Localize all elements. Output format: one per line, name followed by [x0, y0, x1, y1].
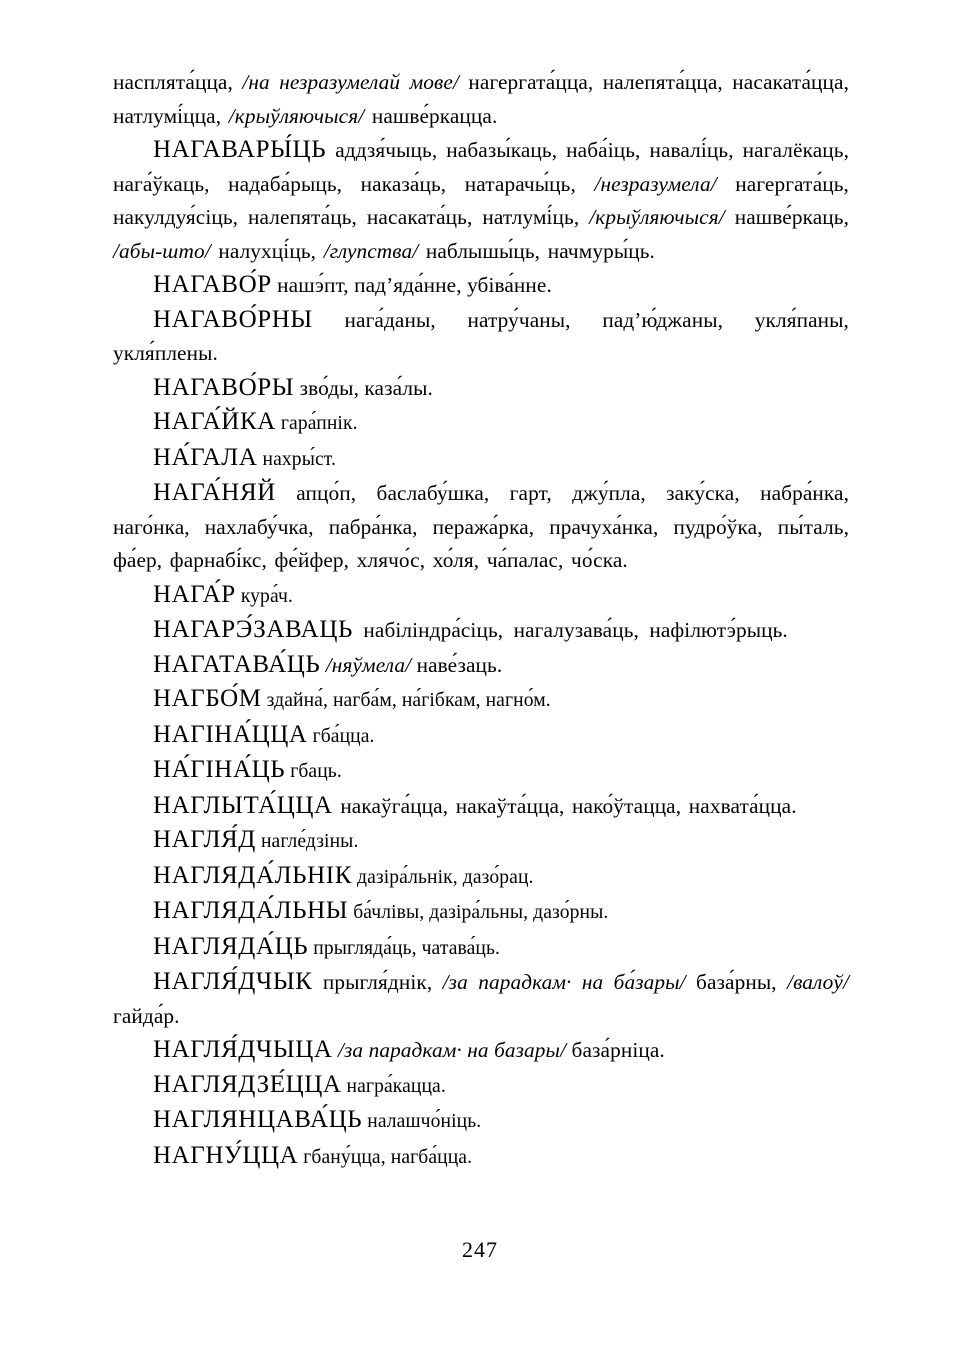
entry-nahlyadats: [113, 930, 849, 966]
headword: НАГЛЯДЗЕ́ЦЦА: [153, 1070, 342, 1098]
usage-note: /за парадкам· на базары/: [337, 1038, 567, 1062]
page-number: 247: [462, 1237, 498, 1262]
entry-nahavorny: [113, 303, 849, 371]
entry-body: ба́члівы, дазіра́льны, дазо́рны.: [353, 902, 609, 923]
entry-body: нага́даны, натру́чаны, пад’ю́джаны, укля́паны, укля́плены.: [113, 307, 849, 365]
entry-body: нашэ́пт, пад’яда́нне, убіва́нне.: [277, 273, 552, 297]
headword: НАГА́Р: [153, 580, 236, 608]
entry-body: накаўга́цца, накаўта́цца, нако́ўтацца, нахвата́цца.: [340, 793, 797, 818]
entry-nahbom: [113, 682, 849, 718]
entry-body: /за парадкам· на базары/ база́рніца.: [337, 1038, 665, 1062]
entry-body: аддзя́чыць, набазы́каць, наба́іць, навалі́ць, нагалёкаць, нага́ўкаць, надаба́рыць, наказа́ць, натарачы́ць, /незразумела/ нагергата́ць, накулдуя́сіць, налепята́ць, насаката́ць, натлумі́ць, /крыўляючыся/ нашве́ркаць, /абы-што/ налухці́ць, /глупства/ наблышы́ць, начмуры́ць.: [113, 138, 850, 263]
headword: НАГЛЯДА́ЛЬНІК: [153, 861, 352, 889]
headword: НАГА́ЙКА: [153, 408, 276, 435]
headword: НАГЛЯНЦАВА́ЦЬ: [153, 1106, 363, 1133]
entry-naharezavats: [113, 613, 849, 648]
entry-nahlyadalny: [113, 894, 849, 930]
headword: НАГЛЫТА́ЦЦА: [153, 791, 333, 819]
headword: НАГАТАВА́ЦЬ: [153, 650, 321, 678]
entry-body: гба́цца.: [312, 725, 375, 747]
entry-nahatavats: [113, 648, 849, 683]
headword: НА́ГІНА́ЦЬ: [153, 756, 286, 783]
headword: НАГАВО́Р: [153, 271, 272, 298]
usage-note: /незразумела/: [594, 171, 717, 196]
entry-nahlytatstsa: [113, 789, 849, 824]
usage-note: /валоў/: [787, 970, 849, 994]
usage-note: /крыўляючыся/: [589, 205, 725, 229]
usage-note: /крыўляючыся/: [228, 103, 365, 128]
entry-nahayka: [113, 405, 849, 441]
entry-body: апцо́п, баслабу́шка, гарт, джу́пла, заку́ска, набра́нка, наго́нка, нахлабу́чка, пабра́нка, пеража́рка, прачуха́нка, пудро́ўка, пы́таль, фа́ер, фарнабі́кс, фе́йфер, хлячо́с, хо́ля, ча́палас, чо́ска.: [113, 481, 850, 572]
entry-body: прыгляда́ць, чатава́ць.: [313, 937, 501, 959]
entry-body: зво́ды, каза́лы.: [299, 375, 433, 400]
entry-body: гбаць.: [290, 761, 342, 782]
headword: НАГІНА́ЦЦА: [153, 720, 308, 748]
headword: НАГА́НЯЙ: [153, 479, 276, 506]
headword: НАГЛЯ́ДЧЫК: [153, 968, 313, 995]
usage-note: /на незразумелай мове/: [242, 70, 459, 94]
headword: НА́ГАЛА: [153, 443, 258, 471]
entry-nahar: [113, 578, 849, 614]
headword: НАГЛЯДА́ЦЬ: [153, 932, 309, 960]
entry-body: гара́пнік.: [280, 413, 358, 434]
headword: НАГАВО́РНЫ: [153, 305, 313, 333]
entry-body: прыгля́днік, /за парадкам· на ба́зары/ база́рны, /валоў/ гайда́р.: [113, 970, 849, 1028]
entry-body: /няўмела/ наве́заць.: [325, 652, 503, 677]
entry-nahinats: [113, 753, 849, 789]
entry-body: нахры́ст.: [262, 448, 336, 470]
entry-body: налашчо́ніць.: [367, 1111, 482, 1132]
entry-body: насплята́цца, /на незразумелай мове/ нагергата́цца, налепята́цца, насаката́цца, натлумі́цца, /крыўляючыся/ нашве́ркацца.: [113, 70, 849, 128]
entry-nahavor: [113, 268, 849, 303]
headword: НАГЛЯ́Д: [153, 826, 256, 853]
entry-body: кура́ч.: [240, 585, 293, 607]
entry-body: гбану́цца, нагба́цца.: [303, 1146, 473, 1168]
dictionary-entry-list: [113, 66, 849, 1174]
entry-continuation: [113, 66, 849, 133]
entry-body: дазіра́льнік, дазо́рац.: [357, 866, 534, 888]
entry-body: награ́кацца.: [346, 1075, 446, 1097]
entry-nahlyantsavats: [113, 1103, 849, 1139]
entry-nahnutstsa: [113, 1139, 849, 1175]
entry-nahlyad: [113, 823, 849, 859]
entry-nahavaryts: [113, 133, 849, 268]
headword: НАГНУ́ЦЦА: [153, 1141, 299, 1169]
headword: НАГАРЭ́ЗАВАЦЬ: [153, 616, 353, 643]
entry-nahlyadzetstsa: [113, 1068, 849, 1104]
entry-nahinatstsa: [113, 718, 849, 754]
entry-body: набіліндра́сіць, нагалузава́ць, нафілютэ́рыць.: [363, 618, 788, 642]
headword: НАГАВАРЫ́ЦЬ: [153, 136, 327, 163]
entry-nahlyadchyk: [113, 965, 849, 1033]
headword: НАГАВО́РЫ: [153, 373, 295, 401]
usage-note: /за парадкам· на ба́зары/: [442, 970, 686, 994]
headword: НАГЛЯДА́ЛЬНЫ: [153, 897, 349, 924]
usage-note: /няўмела/: [325, 652, 412, 677]
entry-nahlyadalnik: [113, 859, 849, 895]
entry-body: здайна́, нагба́м, на́гібкам, нагно́м.: [266, 690, 551, 711]
headword: НАГБО́М: [153, 685, 262, 712]
entry-nahala: [113, 441, 849, 477]
entry-body: нагле́дзіны.: [260, 831, 359, 852]
entry-nahanyay: [113, 476, 849, 578]
headword: НАГЛЯ́ДЧЫЦА: [153, 1036, 333, 1063]
entry-nahlyadchytsa: [113, 1033, 849, 1068]
usage-note: /глупства/: [323, 238, 419, 263]
entry-nahavory: [113, 371, 849, 406]
usage-note: /абы-што/: [113, 238, 211, 263]
